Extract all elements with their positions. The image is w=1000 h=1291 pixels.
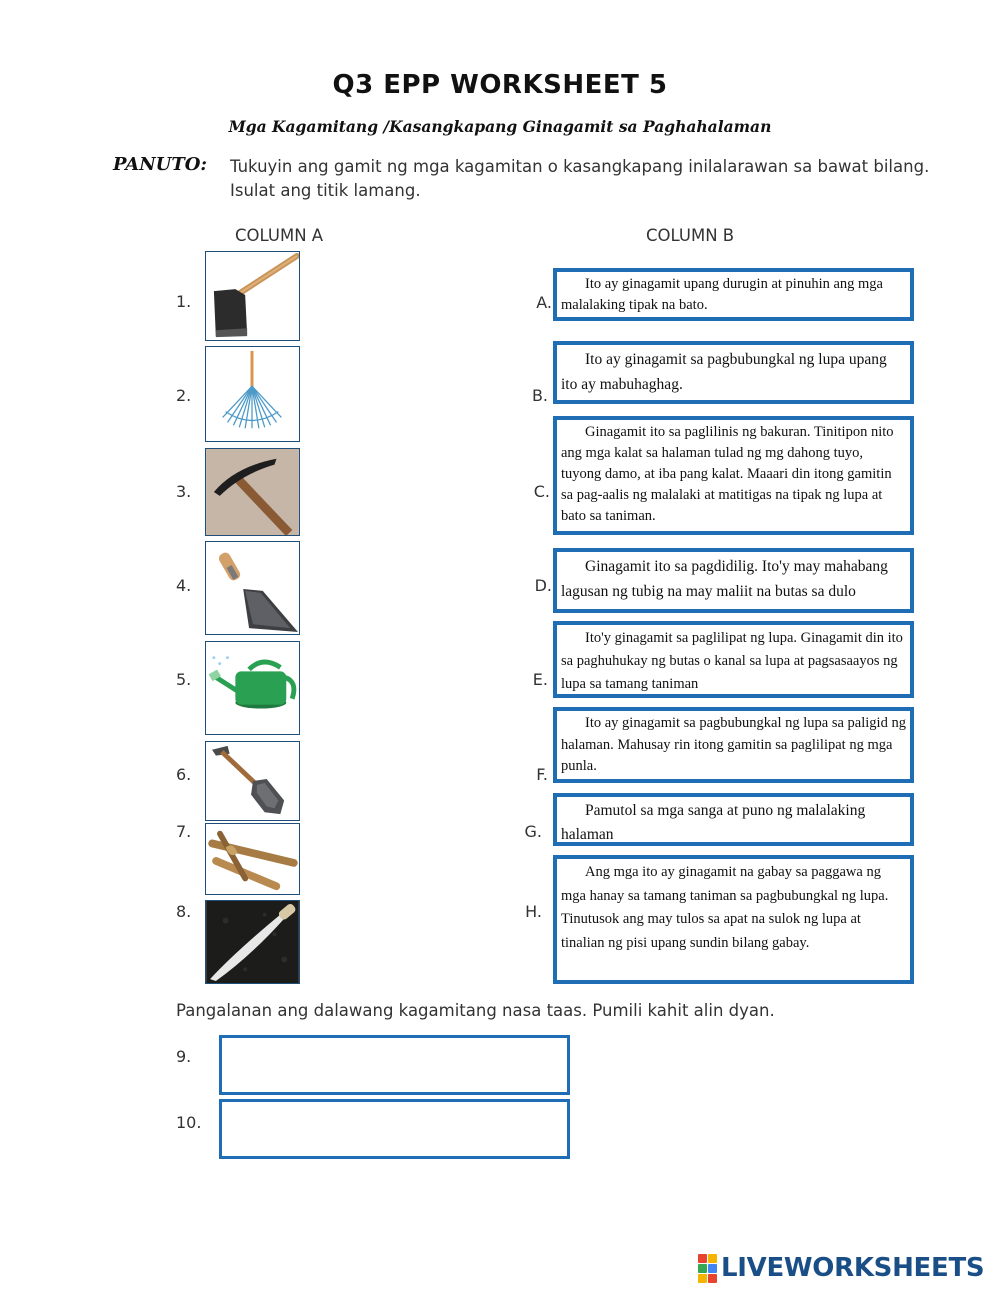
choice-letter-c: C. <box>533 482 550 501</box>
pickaxe-icon <box>205 448 300 536</box>
choice-description-h[interactable]: Ang mga ito ay ginagamit na gabay sa paggawa ng mga hanay sa tamang taniman sa pagbubungkal ng lupa. Tinutusok ang may tulos sa apat na sulok ng lupa at tinalian ng pisi upang sundin bilang gabay. <box>553 855 914 984</box>
choice-description-e[interactable]: Ito'y ginagamit sa paglilipat ng lupa. Ginagamit din ito sa paghuhukay ng butas o kanal sa lupa at pagsasaayos ng lupa sa tamang taniman <box>553 621 914 698</box>
item-number-8: 8. <box>176 902 192 921</box>
item-number-1: 1. <box>176 292 192 311</box>
choice-letter-a: A. <box>536 293 552 312</box>
choice-description-a[interactable]: Ito ay ginagamit upang durugin at pinuhin ang mga malalaking tipak na bato. <box>553 268 914 321</box>
logo-tiles-icon <box>698 1254 717 1283</box>
naming-prompt: Pangalanan ang dalawang kagamitang nasa taas. Pumili kahit alin dyan. <box>176 1001 775 1020</box>
watering-can-icon <box>205 641 300 735</box>
trowel-icon <box>205 541 300 635</box>
choice-letter-e: E. <box>532 670 548 689</box>
choice-description-g[interactable]: Pamutol sa mga sanga at puno ng malalaking halaman <box>553 793 914 846</box>
bolo-knife-icon <box>205 900 300 984</box>
answer-number-9: 9. <box>176 1047 192 1066</box>
worksheet-subtitle: Mga Kagamitang /Kasangkapang Ginagamit sa Paghahalaman <box>228 117 772 136</box>
item-number-4: 4. <box>176 576 192 595</box>
item-number-2: 2. <box>176 386 192 405</box>
instructions-text: Tukuyin ang gamit ng mga kagamitan o kasangkapang inilalarawan sa bawat bilang. Isulat ang titik lamang. <box>230 157 930 200</box>
instructions-label: PANUTO: <box>113 154 208 175</box>
choice-letter-h: H. <box>525 902 542 921</box>
wooden-stakes-icon <box>205 823 300 895</box>
worksheet-title: Q3 EPP WORKSHEET 5 <box>332 70 668 100</box>
item-number-3: 3. <box>176 482 192 501</box>
shovel-icon <box>205 741 300 821</box>
answer-field-10[interactable] <box>219 1099 570 1159</box>
choice-description-f[interactable]: Ito ay ginagamit sa pagbubungkal ng lupa sa paligid ng halaman. Mahusay rin itong gamitin sa paglilipat ng mga punla. <box>553 707 914 783</box>
column-b-heading: COLUMN B <box>646 226 735 245</box>
choice-description-c[interactable]: Ginagamit ito sa paglilinis ng bakuran. Tinitipon nito ang mga kalat sa halaman tulad ng mg dahong tuyo, tuyong damo, at iba pang kalat. Maaari din itong gamitin sa pag-aalis ng malalaki at matitigas na tipak ng lupa at bato sa taniman. <box>553 416 914 535</box>
item-number-7: 7. <box>176 822 192 841</box>
column-a-heading: COLUMN A <box>235 226 324 245</box>
rake-icon <box>205 346 300 442</box>
choice-letter-g: G. <box>524 822 542 841</box>
liveworksheets-logo[interactable] <box>698 1253 984 1283</box>
choice-letter-f: F. <box>536 765 548 784</box>
item-number-6: 6. <box>176 765 192 784</box>
choice-description-b[interactable]: Ito ay ginagamit sa pagbubungkal ng lupa upang ito ay mabuhaghag. <box>553 341 914 404</box>
answer-number-10: 10. <box>176 1113 202 1132</box>
choice-letter-d: D. <box>534 576 552 595</box>
answer-field-9[interactable] <box>219 1035 570 1095</box>
item-number-5: 5. <box>176 670 192 689</box>
garden-hoe-icon <box>205 251 300 341</box>
choice-description-d[interactable]: Ginagamit ito sa pagdidilig. Ito'y may mahabang lagusan ng tubig na may maliit na butas sa dulo <box>553 548 914 613</box>
choice-letter-b: B. <box>531 386 548 405</box>
liveworksheets-wordmark: LIVEWORKSHEETS <box>721 1253 985 1283</box>
